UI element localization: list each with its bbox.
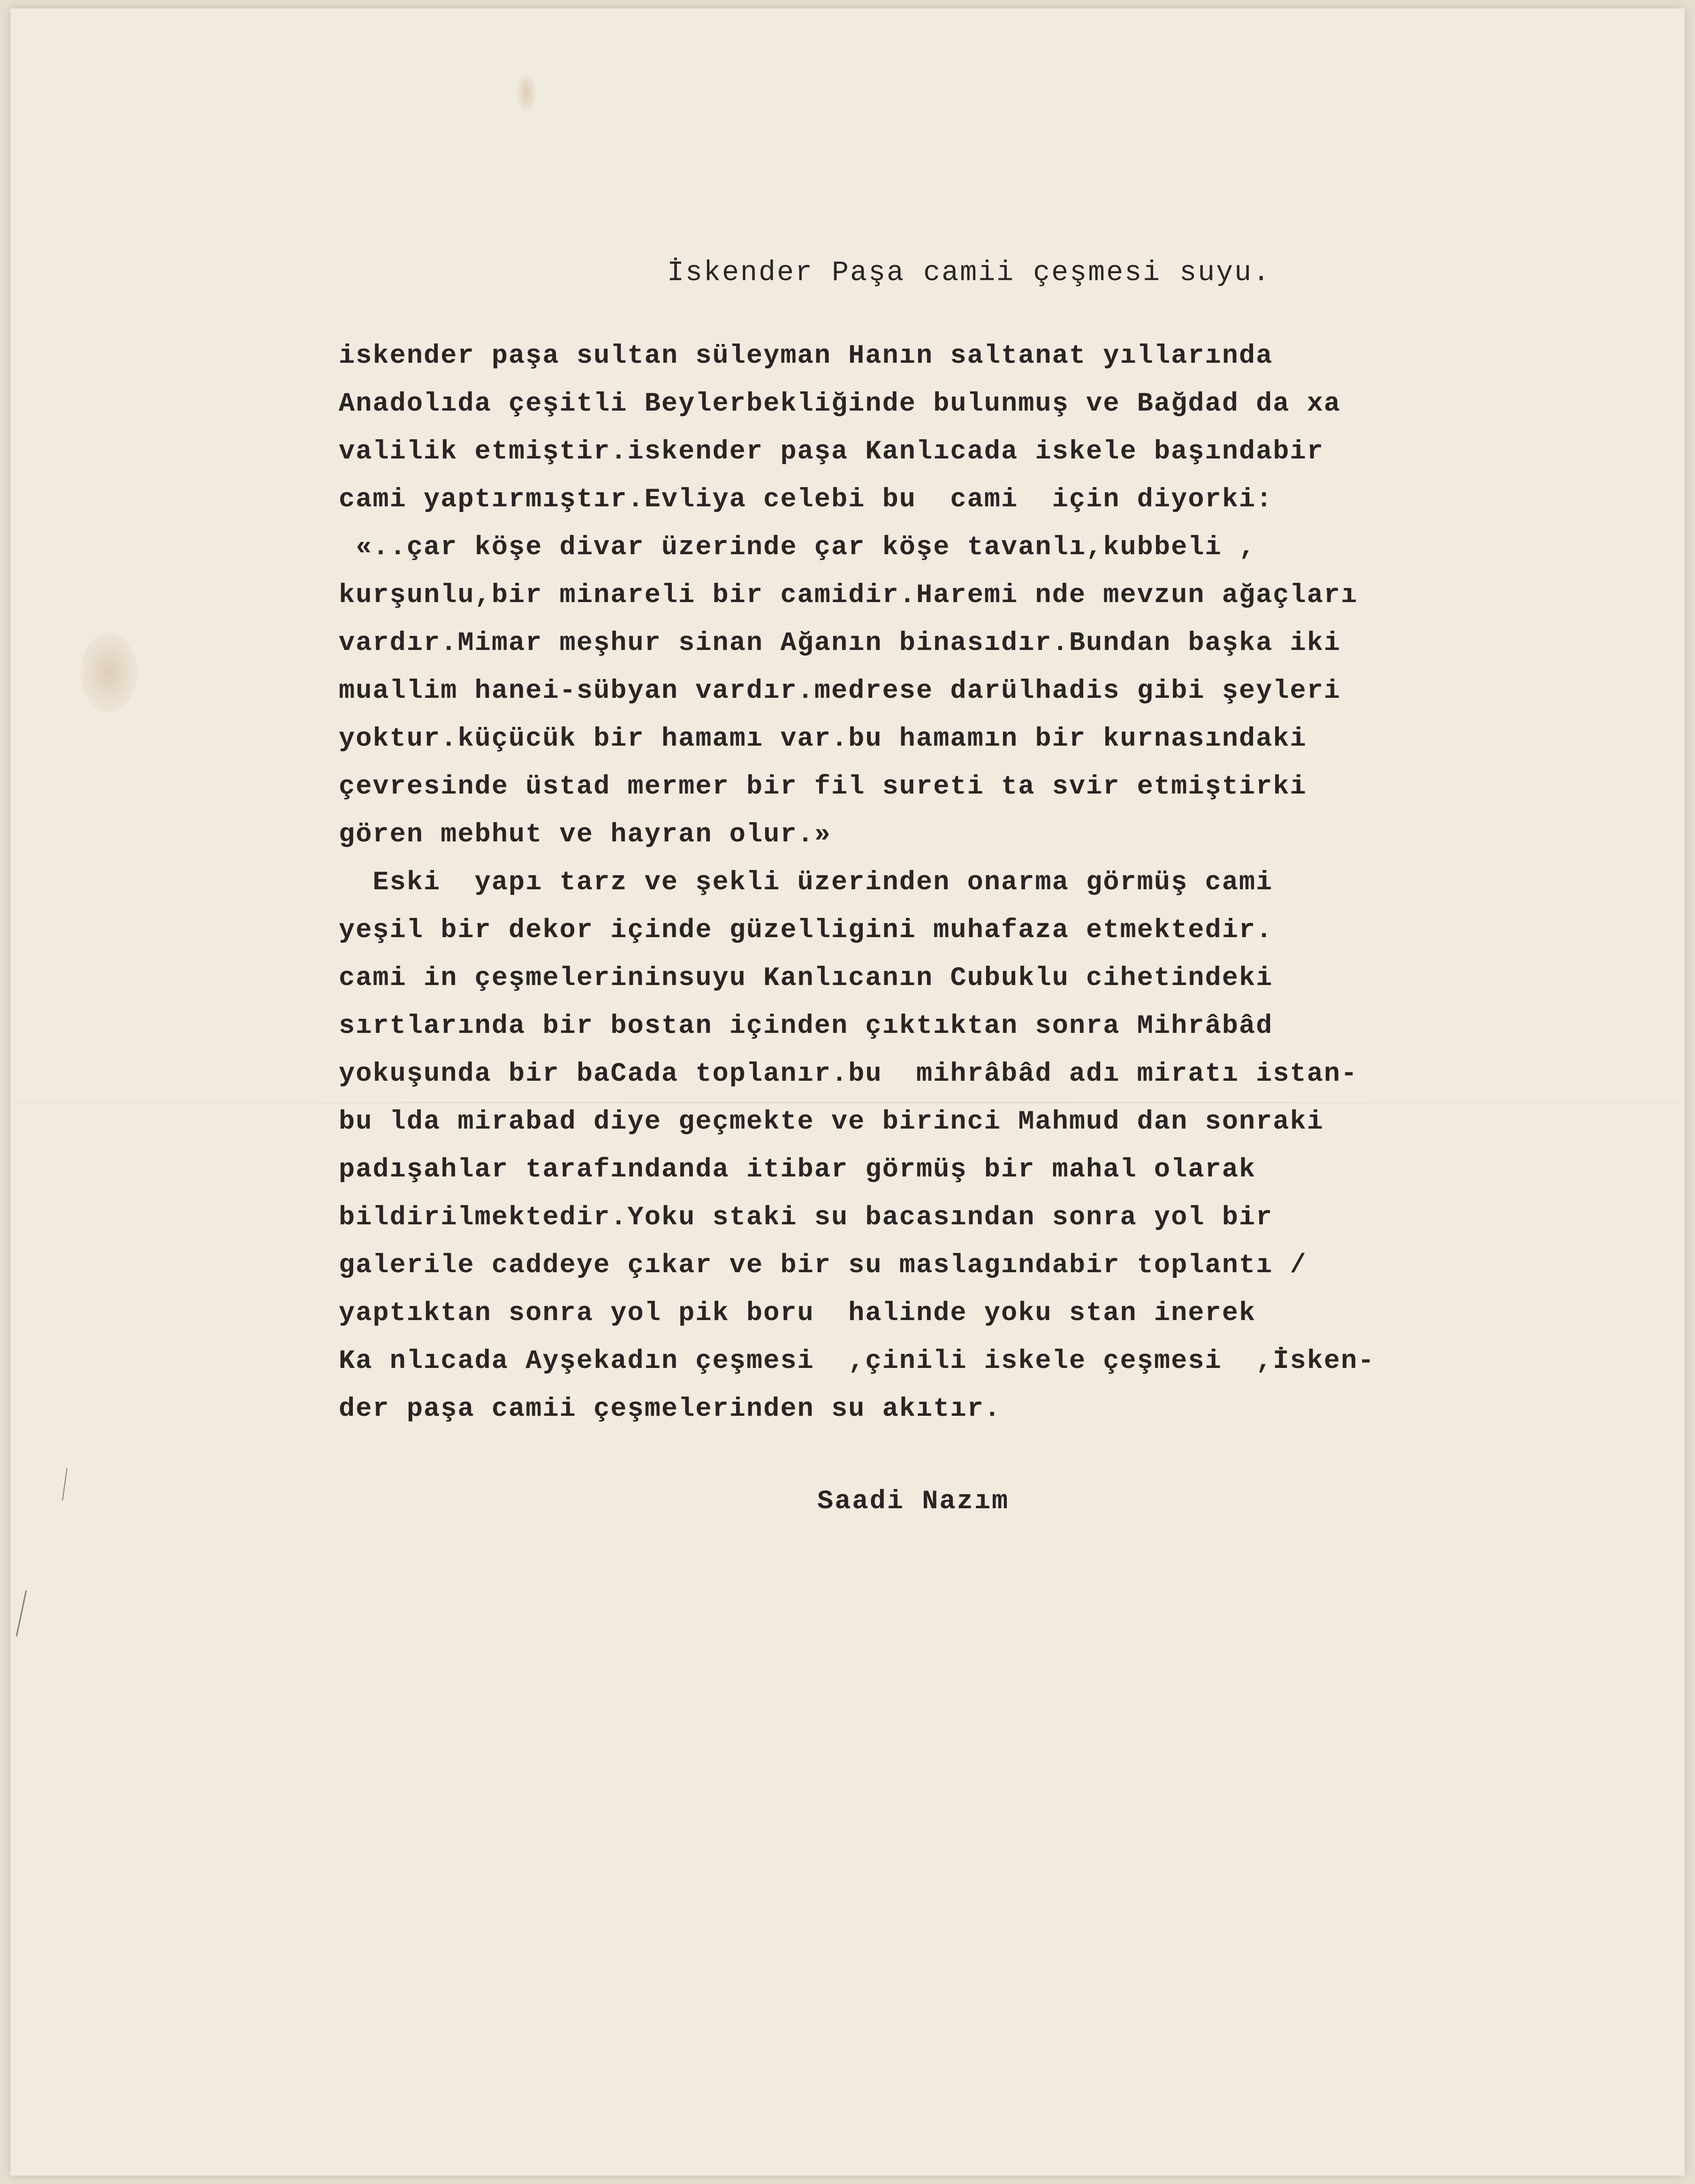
body-line: Anadolıda çeşitli Beylerbekliğinde bulunmuş ve Bağdad da xa xyxy=(339,389,1341,419)
body-line: yeşil bir dekor içinde güzelligini muhafaza etmektedir. xyxy=(339,916,1273,946)
body-line: iskender paşa sultan süleyman Hanın saltanat yıllarında xyxy=(339,341,1273,371)
body-line: vardır.Mimar meşhur sinan Ağanın binasıdır.Bundan başka iki xyxy=(339,628,1341,658)
body-line: muallim hanei-sübyan vardır.medrese darülhadis gibi şeyleri xyxy=(339,676,1341,706)
paper-stain xyxy=(517,74,536,112)
body-line: der paşa camii çeşmelerinden su akıtır. xyxy=(339,1394,1002,1424)
document-title: İskender Paşa camii çeşmesi suyu. xyxy=(667,257,1271,289)
body-line: gören mebhut ve hayran olur.» xyxy=(339,820,831,850)
pencil-mark xyxy=(16,1590,27,1636)
document-page xyxy=(10,8,1685,2176)
body-line: sırtlarında bir bostan içinden çıktıktan sonra Mihrâbâd xyxy=(339,1011,1273,1041)
body-line: cami in çeşmelerininsuyu Kanlıcanın Cubuklu cihetindeki xyxy=(339,963,1273,993)
body-line: galerile caddeye çıkar ve bir su maslagındabir toplantı / xyxy=(339,1251,1307,1281)
body-line: cami yaptırmıştır.Evliya celebi bu cami için diyorki: xyxy=(339,485,1273,515)
body-line: bu lda mirabad diye geçmekte ve birinci Mahmud dan sonraki xyxy=(339,1107,1324,1137)
body-line: yaptıktan sonra yol pik boru halinde yoku stan inerek xyxy=(339,1298,1256,1329)
body-line: «..çar köşe divar üzerinde çar köşe tavanlı,kubbeli , xyxy=(339,533,1256,563)
body-line: çevresinde üstad mermer bir fil sureti ta svir etmiştirki xyxy=(339,772,1307,802)
body-line: padışahlar tarafındanda itibar görmüş bir mahal olarak xyxy=(339,1155,1256,1185)
body-line: Eski yapı tarz ve şekli üzerinden onarma görmüş cami xyxy=(339,868,1273,898)
body-line: Ka nlıcada Ayşekadın çeşmesi ,çinili iskele çeşmesi ,İsken- xyxy=(339,1346,1375,1376)
document-body xyxy=(339,332,1558,1433)
body-line: yoktur.küçücük bir hamamı var.bu hamamın bir kurnasındaki xyxy=(339,724,1307,754)
body-line: valilik etmiştir.iskender paşa Kanlıcada iskele başındabir xyxy=(339,437,1324,467)
body-line: yokuşunda bir baCada toplanır.bu mihrâbâd adı miratı istan- xyxy=(339,1059,1358,1089)
body-line: bildirilmektedir.Yoku staki su bacasından sonra yol bir xyxy=(339,1203,1273,1233)
pencil-mark xyxy=(62,1468,68,1501)
paper-stain xyxy=(81,633,137,712)
body-line: kurşunlu,bir minareli bir camidir.Haremi nde mevzun ağaçları xyxy=(339,580,1358,611)
signature: Saadi Nazım xyxy=(817,1487,1010,1517)
